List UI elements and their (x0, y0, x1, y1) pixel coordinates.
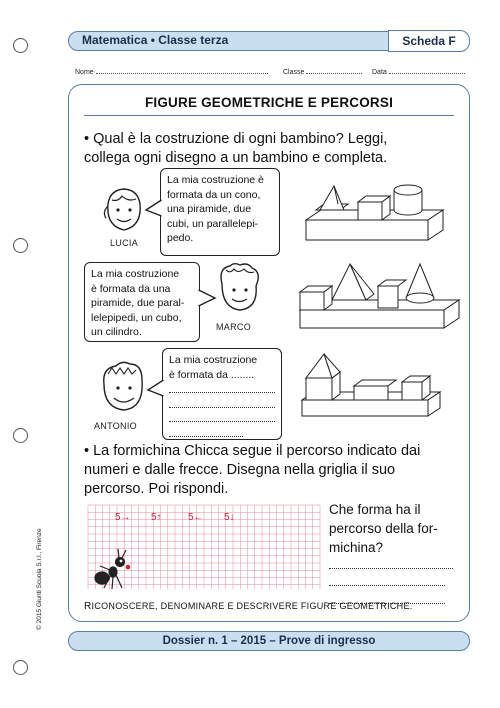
binder-hole (13, 660, 28, 675)
title-divider (84, 115, 454, 116)
page-title: FIGURE GEOMETRICHE E PERCORSI (144, 95, 394, 110)
question-line: Che forma ha il (329, 502, 421, 517)
bubble-tail (148, 380, 164, 398)
exercise1-line1: • Qual è la costruzione di ogni bambino? Leggi, (84, 131, 388, 147)
answer-line[interactable] (169, 411, 275, 422)
start-dot (124, 563, 132, 571)
footer-bar: Dossier n. 1 – 2015 – Prove di ingresso (68, 631, 470, 651)
date-label: Data (372, 69, 387, 76)
question-line: michina? (329, 540, 384, 555)
binder-hole (13, 38, 28, 53)
bubble-text: è formata da ........ (169, 368, 255, 381)
speech-bubble-antonio[interactable] (162, 348, 282, 440)
answer-line[interactable] (169, 426, 243, 437)
kid-name-antonio: ANTONIO (94, 421, 137, 431)
bubble-text: una piramide, due (167, 203, 252, 215)
bubble-text: La mia costruzione (91, 268, 180, 280)
lucia-face-icon (100, 186, 148, 236)
copyright-text: © 2015 Giunti Scuola S.r.l., Firenze (36, 528, 43, 630)
objective-initial: R (84, 601, 92, 612)
class-field[interactable] (283, 68, 362, 76)
class-label: Classe (283, 69, 305, 76)
construction-1-solids (298, 180, 458, 242)
speech-bubble-lucia (160, 168, 280, 256)
answer-line[interactable] (329, 568, 453, 569)
bubble-text: formata da un cono, (167, 188, 261, 201)
bubble-text: un cilindro. (91, 326, 142, 338)
learning-objective (84, 601, 413, 612)
exercise1-line2: collega ogni disegno a un bambino e completa. (84, 150, 388, 166)
exercise2-line3: percorso. Poi rispondi. (84, 481, 229, 497)
construction-2-solids (294, 260, 464, 332)
marco-face-icon (214, 262, 264, 318)
antonio-face-icon (96, 360, 150, 418)
step-label: 5← (188, 512, 204, 523)
binder-hole (13, 238, 28, 253)
bubble-tail (146, 200, 162, 218)
step-label: 5→ (115, 512, 131, 523)
kid-name-marco: MARCO (216, 322, 251, 332)
answer-line[interactable] (169, 397, 275, 408)
bubble-text: cubi, un parallelepi- (167, 217, 259, 230)
bubble-text: lelepipedi, un cubo, (91, 311, 182, 324)
exercise2-line2: numeri e dalle frecce. Disegna nella griglia il suo (84, 462, 396, 478)
exercise2-line1: • La formichina Chicca segue il percorso indicato dai (84, 443, 421, 459)
header-subject: Matematica • Classe terza (82, 33, 229, 47)
objective-text: ICONOSCERE, DENOMINARE E DESCRIVERE FIGURE GEOMETRICHE. (91, 601, 413, 611)
step-label: 5↑ (151, 512, 162, 523)
question-line: percorso della for- (329, 521, 438, 536)
kid-name-lucia: LUCIA (110, 238, 139, 248)
bubble-text: La mia costruzione è (167, 174, 264, 186)
worksheet-label: Scheda F (388, 30, 470, 52)
construction-3-solids (298, 352, 448, 422)
exercise1-instructions (84, 130, 387, 168)
bubble-text: è formata da una (91, 282, 171, 295)
name-label: Nome (75, 69, 94, 76)
answer-line[interactable] (169, 382, 275, 393)
answer-line[interactable] (329, 585, 445, 586)
bubble-text: pedo. (167, 232, 194, 244)
step-label: 5↓ (224, 512, 235, 523)
speech-bubble-marco (84, 262, 200, 342)
bubble-text: piramide, due paral- (91, 297, 185, 309)
date-field[interactable] (372, 68, 465, 76)
bubble-text: La mia costruzione (169, 354, 258, 366)
name-field[interactable] (75, 68, 268, 76)
exercise2-instructions (84, 442, 420, 499)
question-text (329, 500, 438, 557)
binder-hole (13, 428, 28, 443)
